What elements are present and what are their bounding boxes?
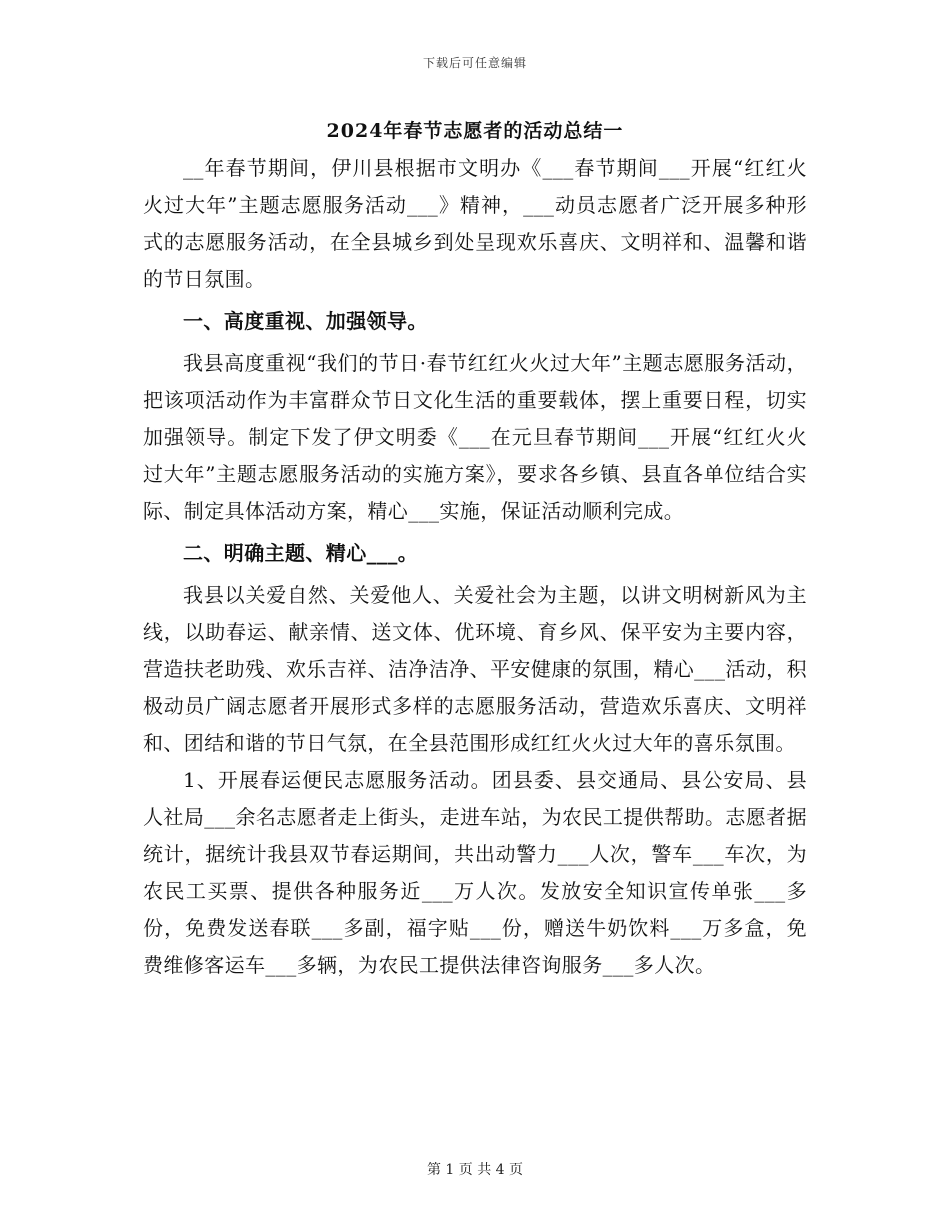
section-2-paragraph: 我县以关爱自然、关爱他人、关爱社会为主题，以讲文明树新风为主线，以助春运、献亲情、送文体、优环境、育乡风、保平安为主要内容，营造扶老助残、欢乐吉祥、洁净洁净、平安健康的氛围，精心___活动，积极动员广阔志愿者开展形式多样的志愿服务活动，营造欢乐喜庆、文明祥和、团结和谐的节日气氛，在全县范围形成红红火火过大年的喜乐氛围。 (143, 583, 807, 755)
item-1-paragraph: 1、开展春运便民志愿服务活动。团县委、县交通局、县公安局、县人社局___余名志愿者走上街头，走进车站，为农民工提供帮助。志愿者据统计，据统计我县双节春运期间，共出动警力___人次，警车___车次，为农民工买票、提供各种服务近___万人次。发放安全知识宣传单张___多份，免费发送春联___多副，福字贴___份，赠送牛奶饮料___万多盒，免费维修客运车___多辆，为农民工提供法律咨询服务___多人次。 (143, 768, 807, 977)
document-body (143, 150, 807, 984)
page-number: 第 1 页 共 4 页 (426, 1162, 524, 1178)
header-note: 下载后可任意编辑 (422, 56, 527, 70)
document-title: 2024年春节志愿者的活动总结一 (326, 120, 624, 142)
section-heading-2: 二、明确主题、精心___。 (183, 541, 419, 565)
section-heading-1: 一、高度重视、加强领导。 (183, 309, 428, 333)
intro-paragraph: __年春节期间，伊川县根据市文明办《___春节期间___开展“红红火火过大年”主题志愿服务活动___》精神，___动员志愿者广泛开展多种形式的志愿服务活动，在全县城乡到处呈现欢乐喜庆、文明祥和、温馨和谐的节日氛围。 (143, 156, 807, 291)
section-1-paragraph: 我县高度重视“我们的节日·春节红红火火过大年”主题志愿服务活动，把该项活动作为丰富群众节日文化生活的重要载体，摆上重要日程，切实加强领导。制定下发了伊文明委《___在元旦春节期间___开展“红红火火过大年”主题志愿服务活动的实施方案》，要求各乡镇、县直各单位结合实际、制定具体活动方案，精心___实施，保证活动顺利完成。 (143, 351, 807, 523)
